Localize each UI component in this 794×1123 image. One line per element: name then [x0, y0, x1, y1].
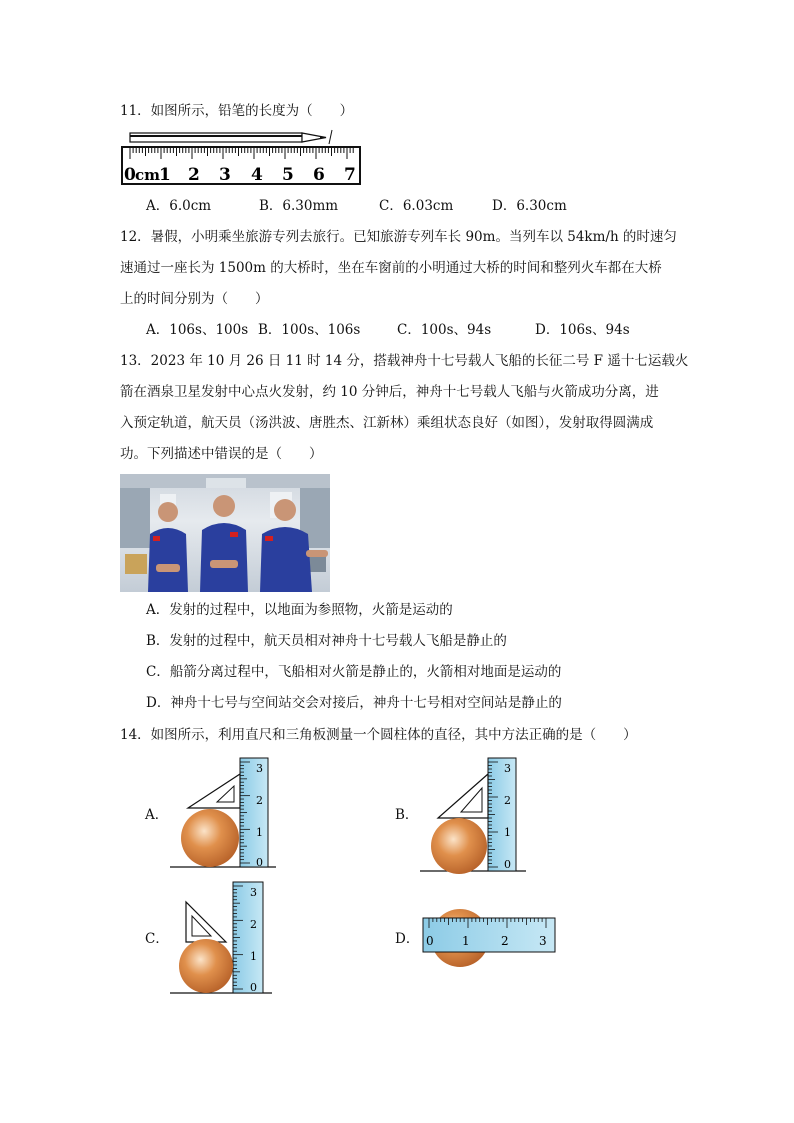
- option-text: 6.30mm: [282, 198, 339, 214]
- option-key: B．: [146, 633, 170, 649]
- ruler-label-2: 2: [256, 794, 263, 807]
- q12-option-c[interactable]: [397, 324, 491, 338]
- ruler-label-3: 3: [219, 165, 231, 185]
- ruler-unit-label: cm: [135, 166, 161, 184]
- q14-figure-c: [168, 880, 278, 996]
- option-text: 神舟十七号与空间站交会对接后，神舟十七号相对空间站是静止的: [170, 695, 562, 711]
- q12-option-d[interactable]: [535, 324, 630, 338]
- cylinder-cross-section: [181, 809, 239, 867]
- option-text: 106s、94s: [559, 322, 630, 338]
- option-key: C．: [379, 198, 403, 214]
- cylinder-cross-section: [179, 939, 233, 993]
- q11-stem: 11．如图所示，铅笔的长度为（ ）: [120, 103, 354, 119]
- ruler-label-1: 1: [504, 826, 511, 839]
- option-key: D．: [535, 322, 560, 338]
- q12-option-a[interactable]: [146, 324, 248, 338]
- option-text: 100s、106s: [281, 322, 361, 338]
- q12-option-b[interactable]: [258, 324, 360, 338]
- option-key: B．: [259, 198, 283, 214]
- option-key: C．: [146, 664, 170, 680]
- q14-figure-d: [418, 900, 558, 972]
- option-text: 发射的过程中，以地面为参照物，火箭是运动的: [169, 602, 453, 618]
- ruler-origin-label: 0: [124, 165, 136, 185]
- option-key: C．: [397, 322, 421, 338]
- option-key: A．: [146, 198, 170, 214]
- q11-option-b[interactable]: [259, 200, 338, 214]
- ruler-label-3: 3: [539, 934, 547, 948]
- option-key: A．: [146, 602, 170, 618]
- ruler-label-1: 1: [159, 165, 171, 185]
- option-text: 6.03cm: [402, 198, 454, 214]
- option-key: B．: [258, 322, 282, 338]
- option-text: 100s、94s: [420, 322, 492, 338]
- ruler-label-0: 0: [504, 858, 511, 871]
- ruler-label-1: 1: [250, 950, 257, 963]
- option-text: 106s、100s: [169, 322, 249, 338]
- option-key: D．: [146, 695, 171, 711]
- ruler-label-5: 5: [282, 165, 294, 185]
- q13-option-d[interactable]: [146, 697, 562, 711]
- ruler-label-2: 2: [188, 165, 200, 185]
- q13-stem-line-1: 13．2023 年 10 月 26 日 11 时 14 分，搭载神舟十七号载人飞船的长征二号 F 遥十七运载火: [120, 353, 689, 369]
- pencil-ruler-figure: [120, 130, 365, 186]
- q14-option-d-key[interactable]: D．: [395, 931, 420, 947]
- option-text: 6.30cm: [516, 198, 567, 214]
- q11-option-c[interactable]: [379, 200, 453, 214]
- ruler-label-3: 3: [250, 886, 257, 899]
- ruler-label-0: 0: [426, 934, 434, 948]
- q14-option-a-key[interactable]: A．: [145, 807, 169, 823]
- ruler-label-0: 0: [250, 981, 257, 994]
- option-text: 船箭分离过程中，飞船相对火箭是静止的，火箭相对地面是运动的: [169, 664, 562, 680]
- option-text: 6.0cm: [169, 198, 212, 214]
- q12-stem-line-1: 12．暑假，小明乘坐旅游专列去旅行。已知旅游专列车长 90m。当列车以 54km/h 的时速匀: [120, 229, 677, 245]
- q11-option-d[interactable]: [492, 200, 567, 214]
- cylinder-cross-section: [431, 818, 487, 874]
- q11-option-a[interactable]: [146, 200, 211, 214]
- ruler-label-1: 1: [256, 826, 263, 839]
- ruler-label-1: 1: [462, 934, 470, 948]
- ruler-label-3: 3: [504, 762, 511, 775]
- option-key: D．: [492, 198, 517, 214]
- q13-stem-line-3: 入预定轨道，航天员（汤洪波、唐胜杰、江新林）乘组状态良好（如图），发射取得圆满成: [120, 415, 654, 431]
- ruler-label-2: 2: [501, 934, 509, 948]
- q13-stem-line-4: 功。下列描述中错误的是（ ）: [120, 446, 323, 462]
- q12-stem-line-2: 速通过一座长为 1500m 的大桥时，坐在车窗前的小明通过大桥的时间和整列火车都在大桥: [120, 260, 662, 276]
- q14-figure-b: [418, 756, 528, 872]
- option-key: A．: [146, 322, 170, 338]
- q14-option-b-key[interactable]: B．: [395, 807, 419, 823]
- ruler-label-4: 4: [251, 165, 263, 185]
- q14-stem: 14．如图所示，利用直尺和三角板测量一个圆柱体的直径，其中方法正确的是（ ）: [120, 727, 637, 743]
- q13-option-b[interactable]: [146, 635, 507, 649]
- q13-option-a[interactable]: [146, 604, 453, 618]
- q14-option-c-key[interactable]: C．: [145, 931, 169, 947]
- q13-stem-line-2: 箭在酒泉卫星发射中心点火发射，约 10 分钟后，神舟十七号载人飞船与火箭成功分离，进: [120, 384, 659, 400]
- ruler-label-2: 2: [250, 918, 257, 931]
- ruler-label-7: 7: [344, 165, 356, 185]
- ruler-label-6: 6: [313, 165, 325, 185]
- q14-figure-a: [168, 756, 278, 872]
- ruler-label-0: 0: [256, 856, 263, 869]
- astronauts-photo: [120, 474, 330, 592]
- q12-stem-line-3: 上的时间分别为（ ）: [120, 291, 269, 307]
- ruler-label-3: 3: [256, 762, 263, 775]
- ruler-label-2: 2: [504, 794, 511, 807]
- option-text: 发射的过程中，航天员相对神舟十七号载人飞船是静止的: [169, 633, 507, 649]
- q13-option-c[interactable]: [146, 666, 561, 680]
